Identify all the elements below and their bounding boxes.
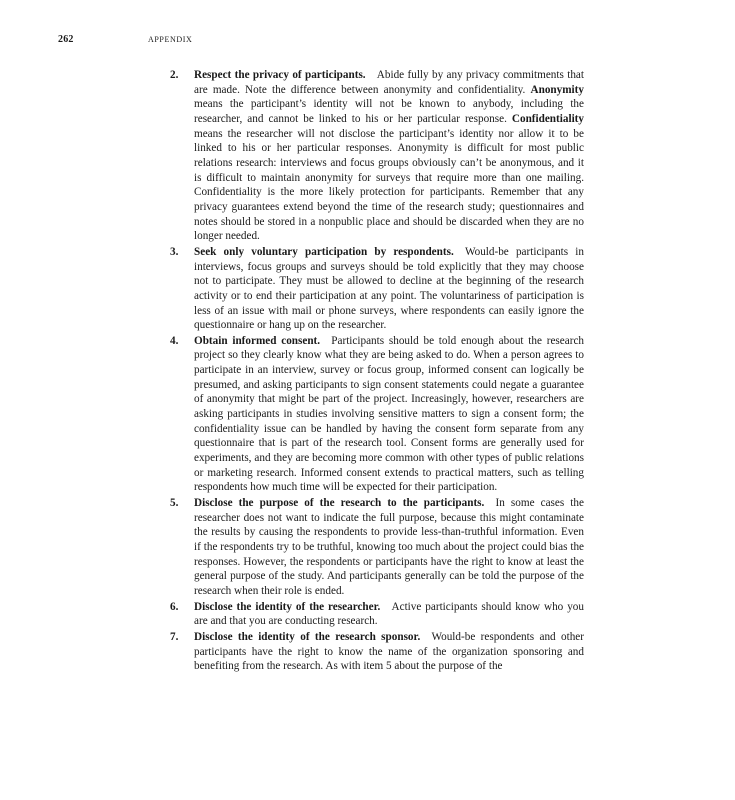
item-heading: Disclose the identity of the research sponsor. [194, 630, 421, 643]
numbered-list [170, 68, 584, 675]
item-body-text: means the researcher will not disclose the participant’s identity nor allow it to be linked to his or her particular responses. Anonymity is difficult for most public relations research: interviews and focus groups obviously can’t be anonymous, and it is difficult to maintain anonymity for surveys that require more than one mailing. Confidentiality is the more likely protection for participants. Remember that any privacy guarantees extend beyond the time of the research study; questionnaires and notes should be stored in a nonpublic place and should be discarded when they are no longer needed. [194, 127, 584, 243]
defined-term: Anonymity [530, 83, 584, 96]
item-heading: Respect the privacy of participants. [194, 69, 366, 81]
item-body-text: Would-be respondents and other participants have the right to know the name of the organization sponsoring and benefiting from the research. As with item 5 about the purpose of the [194, 630, 584, 673]
list-item [170, 245, 584, 333]
item-heading: Disclose the purpose of the research to the participants. [194, 497, 485, 510]
list-item [170, 68, 584, 244]
item-number: 6. [170, 600, 179, 613]
item-body-text: Would-be participants in interviews, focus groups and surveys should be told explicitly that they may choose not to participate. They must be allowed to decline at the beginning of the research activity or to end their participation at any point. The voluntariness of participation is less of an issue with mail or phone surveys, where respondents can easily ignore the questionnaire or hang up on the researcher. [194, 245, 585, 332]
item-body-text: Abide fully by any privacy commitments that are made. Note the difference between anonymity and confidentiality. [194, 69, 584, 96]
item-number: 7. [170, 630, 179, 643]
item-heading: Disclose the identity of the researcher. [194, 600, 381, 613]
list-item [170, 496, 584, 599]
list-item [170, 600, 584, 629]
item-body-text: Active participants should know who you are and that you are conducting research. [194, 600, 584, 628]
item-heading: Obtain informed consent. [194, 334, 321, 347]
page-number: 262 [58, 34, 74, 45]
list-item [170, 334, 584, 495]
item-number: 5. [170, 497, 179, 510]
item-number: 4. [170, 334, 179, 347]
item-body-text: means the participant’s identity will not be known to anybody, including the researcher, and cannot be linked to his or her particular response. [194, 98, 584, 125]
item-number: 3. [170, 245, 179, 258]
list-item [170, 630, 584, 674]
item-number: 2. [170, 69, 179, 81]
item-body-text: Participants should be told enough about the research project so they clearly know what they are being asked to do. When a person agrees to participate in an interview, survey or focus group, informed consent can logically be presumed, and asking participants to sign consent statements could negate a guarantee of anonymity that might be part of the project. Increasingly, however, researchers are asking participants in studies involving sensitive matters to sign a consent form; the confidentiality issue can be handled by having the consent form separate from any questionnaire that is part of the research tool. Consent forms are generally used for experiments, and they are becoming more common with other types of public relations or marketing research. Informed consent extends to practical matters, such as telling respondents how much time will be expected for their participation. [194, 334, 585, 494]
section-label: APPENDIX [148, 35, 193, 44]
defined-term: Confidentiality [511, 112, 584, 125]
item-heading: Seek only voluntary participation by respondents. [194, 245, 454, 258]
item-body-text: In some cases the researcher does not want to indicate the full purpose, because this might contaminate the results by causing the respondents to provide less-than-truthful information. Even if the respondents try to be truthful, knowing too much about the project could bias the responses. However, the respondents or participants have the right to know at least the general purpose of the study. And participants generally can be told the purpose of the research when their role is ended. [194, 497, 584, 597]
running-head [58, 34, 618, 48]
